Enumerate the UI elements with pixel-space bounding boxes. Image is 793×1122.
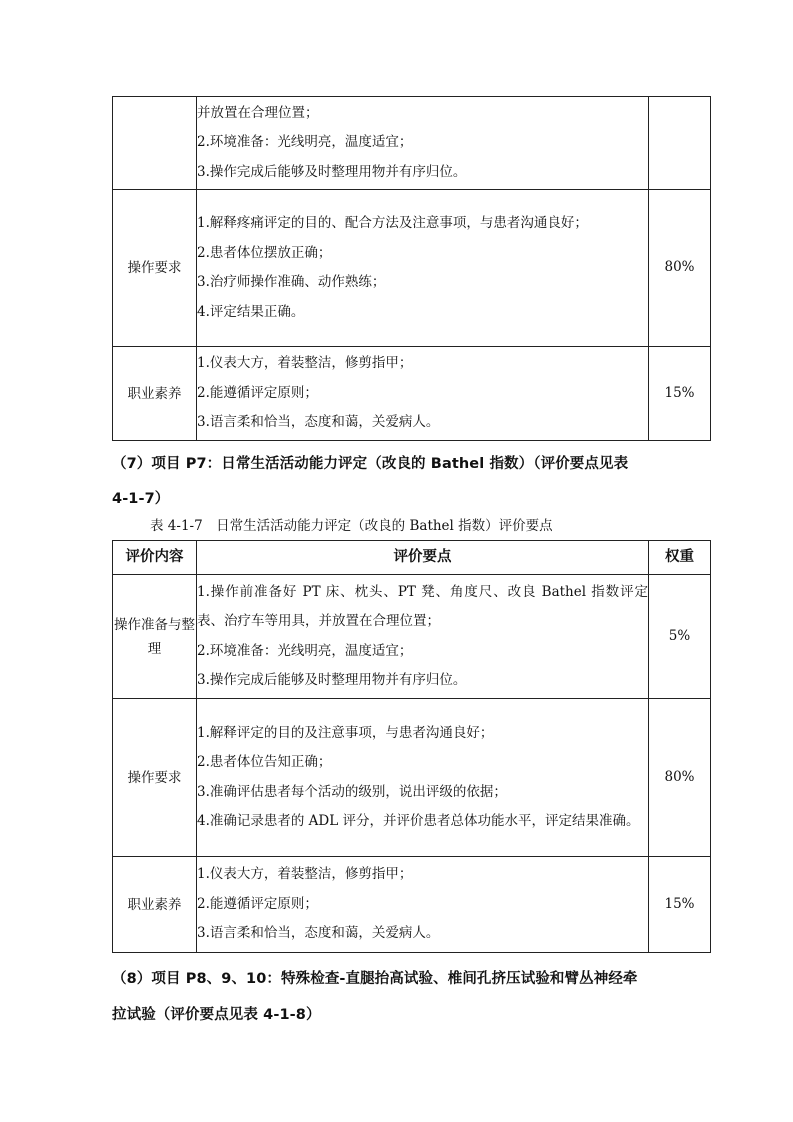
weight-cell: 80% (649, 699, 711, 857)
criteria-item: 2.能遵循评定原则； (197, 384, 318, 401)
section-heading-p7: （7）项目 P7：日常生活活动能力评定（改良的 Bathel 指数）（评价要点见表 (112, 456, 629, 472)
table-row (113, 699, 711, 857)
criteria-item: 3.操作完成后能够及时整理用物并有序归位。 (197, 163, 467, 180)
criteria-cell (197, 575, 649, 699)
weight-cell (649, 97, 711, 190)
table-row (113, 97, 711, 190)
weight-cell: 80% (649, 190, 711, 347)
criteria-item: 3.治疗师操作准确、动作熟练； (197, 274, 386, 290)
criteria-cell (197, 190, 649, 347)
category-cell: 职业素养 (113, 857, 197, 953)
table-row (113, 190, 711, 347)
criteria-item: 2.环境准备：光线明亮，温度适宜； (197, 134, 413, 151)
category-cell (113, 97, 197, 190)
table-row (113, 575, 711, 699)
category-cell: 操作要求 (113, 699, 197, 857)
criteria-item: 2.环境准备：光线明亮，温度适宜； (197, 642, 413, 659)
category-cell: 职业素养 (113, 347, 197, 441)
column-header: 评价要点 (197, 541, 649, 575)
criteria-item: 2.患者体位告知正确； (197, 754, 332, 770)
section-heading-p8: （8）项目 P8、9、10：特殊检查-直腿抬高试验、椎间孔挤压试验和臂丛神经牵 (112, 971, 638, 987)
criteria-item: 并放置在合理位置； (197, 104, 319, 121)
weight-cell: 5% (649, 575, 711, 699)
column-header: 评价内容 (113, 541, 197, 575)
column-header: 权重 (649, 541, 711, 575)
criteria-item: 1.仪表大方，着装整洁，修剪指甲； (197, 355, 413, 372)
criteria-item: 1.操作前准备好 PT 床、枕头、PT 凳、角度尺、改良 Bathel 指数评定表、治疗车等用具，并放置在合理位置； (197, 583, 648, 629)
table-row (113, 857, 711, 953)
assessment-table-continued (112, 96, 711, 441)
criteria-item: 1.解释评定的目的及注意事项，与患者沟通良好； (197, 724, 494, 741)
category-cell: 操作准备与整理 (113, 575, 197, 699)
table-caption: 表 4-1-7 日常生活活动能力评定（改良的 Bathel 指数）评价要点 (150, 518, 553, 534)
criteria-cell (197, 699, 649, 857)
criteria-item: 1.解释疼痛评定的目的、配合方法及注意事项，与患者沟通良好； (197, 215, 588, 231)
weight-cell: 15% (649, 857, 711, 953)
criteria-item: 3.语言柔和恰当，态度和蔼，关爱病人。 (197, 414, 440, 431)
table-header-row (113, 541, 711, 575)
criteria-item: 2.能遵循评定原则； (197, 895, 318, 912)
criteria-item: 1.仪表大方，着装整洁，修剪指甲； (197, 866, 413, 883)
criteria-cell (197, 857, 649, 953)
criteria-item: 4.评定结果正确。 (197, 303, 305, 320)
criteria-item: 3.准确评估患者每个活动的级别，说出评级的依据； (197, 783, 507, 800)
criteria-cell (197, 97, 649, 190)
weight-cell: 15% (649, 347, 711, 441)
assessment-table-4-1-7 (112, 540, 711, 953)
criteria-item: 3.语言柔和恰当，态度和蔼，关爱病人。 (197, 925, 440, 942)
criteria-cell (197, 347, 649, 441)
criteria-item: 2.患者体位摆放正确； (197, 244, 332, 261)
category-cell: 操作要求 (113, 190, 197, 347)
criteria-item: 4.准确记录患者的 ADL 评分，并评价患者总体功能水平，评定结果准确。 (197, 813, 640, 829)
section-heading-p8-continued: 拉试验（评价要点见表 4-1-8） (112, 1007, 321, 1023)
table-row (113, 347, 711, 441)
criteria-item: 3.操作完成后能够及时整理用物并有序归位。 (197, 672, 467, 688)
section-heading-p7-continued: 4-1-7） (112, 491, 170, 507)
